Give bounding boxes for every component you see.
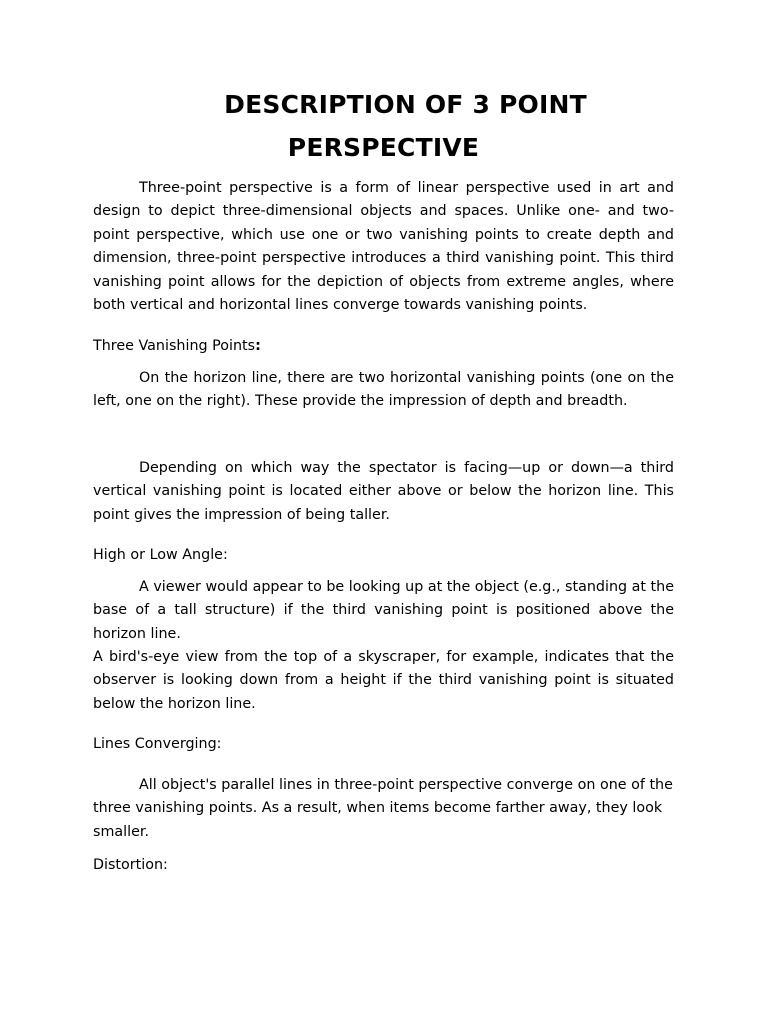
paragraph-vertical-vanishing-point: Depending on which way the spectator is facing—up or down—a third vertical vanishing point is located either above or below the horizon line. This point gives the impression of being taller. [93,460,674,523]
title-line-2: PERSPECTIVE [287,133,480,162]
document-title [93,83,674,169]
heading-colon: : [255,338,261,354]
paragraph-lines-converging: All object's parallel lines in three-point perspective converge on one of the three vanishing points. As a result, when items become farther away, they look smaller. [93,777,673,840]
paragraph-horizontal-vanishing-points: On the horizon line, there are two horizontal vanishing points (one on the left, one on the right). These provide the impression of depth and breadth. [93,370,674,410]
intro-paragraph: Three-point perspective is a form of linear perspective used in art and design to depict three-dimensional objects and spaces. Unlike one- and two-point perspective, which use one or two vanishing points to create depth and dimension, three-point perspective introduces a third vanishing point. This third vanishing point allows for the depiction of objects from extreme angles, where both vertical and horizontal lines converge towards vanishing points. [93,180,674,314]
title-line-1: DESCRIPTION OF 3 POINT [224,90,587,119]
heading-text: Three Vanishing Points [93,338,256,354]
paragraph-looking-up: A viewer would appear to be looking up at the object (e.g., standing at the base of a tall structure) if the third vanishing point is positioned above the horizon line. [93,579,674,642]
heading-distortion: Distortion: [93,857,168,873]
heading-lines-converging: Lines Converging: [93,736,222,752]
heading-three-vanishing-points [93,335,261,358]
paragraph-birds-eye: A bird's-eye view from the top of a skyscraper, for example, indicates that the observer is looking down from a height if the third vanishing point is situated below the horizon line. [93,649,674,712]
heading-high-low-angle: High or Low Angle: [93,547,228,563]
